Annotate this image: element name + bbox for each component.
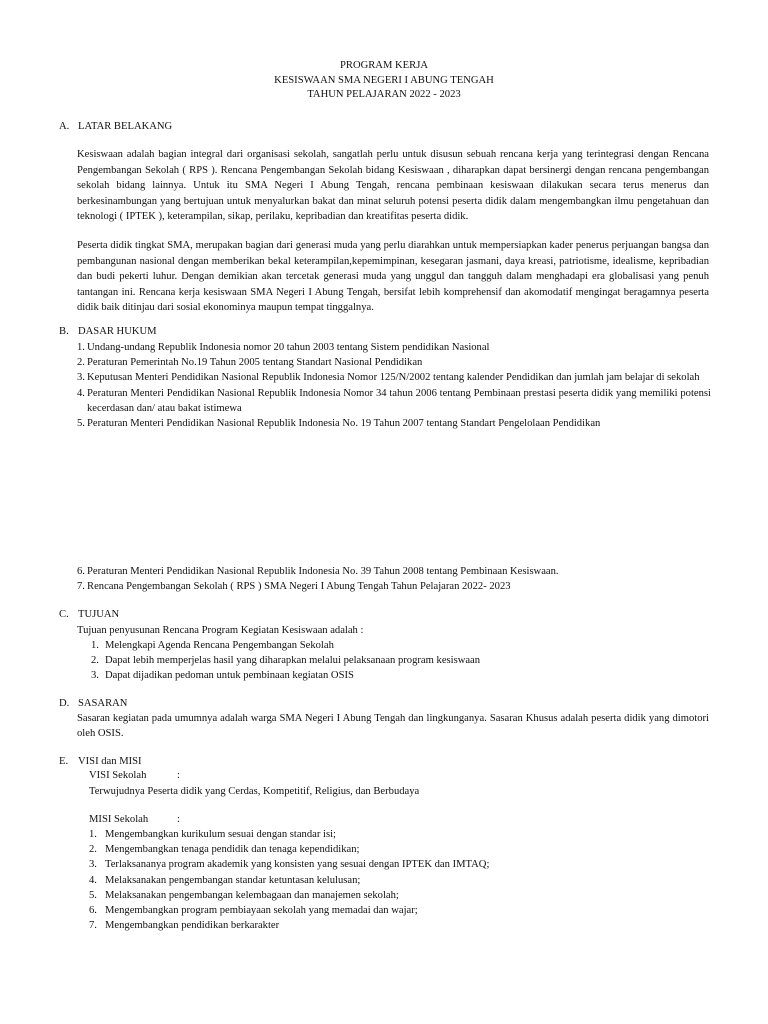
misi-list: [89, 827, 709, 933]
list-item: 7. Rencana Pengembangan Sekolah ( RPS ) SMA Negeri I Abung Tengah Tahun Pelajaran 2022- 2023: [77, 581, 511, 593]
section-d-letter: D.: [59, 698, 70, 709]
section-e-letter: E.: [59, 756, 69, 767]
list-item: 1. Undang-undang Republik Indonesia nomor 20 tahun 2003 tentang Sistem pendidikan Nasional: [77, 342, 490, 353]
section-c-intro: Tujuan penyusunan Rencana Program Kegiatan Kesiswaan adalah :: [77, 625, 364, 636]
list-item: 3. Keputusan Menteri Pendidikan Nasional Republik Indonesia Nomor 125/N/2002 tentang kalender Pendidikan dan jumlah jam belajar di sekolah: [77, 372, 700, 384]
misi-colon: :: [177, 814, 180, 825]
misi-label: MISI Sekolah: [89, 814, 149, 825]
section-a-paragraph-2: Peserta didik tingkat SMA, merupakan bagian dari generasi muda yang perlu diarahkan untuk mempersiapkan kader penerus perjuangan bangsa dan pembangunan nasional dengan memberikan bekal keterampilan,kepemimpinan, kesegaran jasmani, daya kreasi, patriotisme, idealisme, kepribadian dan budi pekerti luhur. Dengan demikian akan tercetak generasi muda yang unggul dan tangguh dalam menghadapi era globalisasi yang penuh tantangan ini. Rencana kerja kesiswaan SMA Negeri I Abung Tengah, bersifat lebih komprehensif dan akomodatif mengingat beragamnya peserta didik baik ditinjau dari sosial ekonominya maupun tempat tinggalnya.: [77, 240, 709, 314]
section-e-title: VISI dan MISI: [78, 756, 142, 767]
list-item: 2. Peraturan Pemerintah No.19 Tahun 2005 tentang Standart Nasional Pendidikan: [77, 357, 423, 369]
section-d-heading: [59, 697, 127, 711]
misi-label-row: [89, 813, 180, 827]
section-a-paragraph-1: Kesiswaan adalah bagian integral dari organisasi sekolah, sangatlah perlu untuk disusun sebuah rencana kerja yang terintegrasi dengan Rencana Pengembangan Sekolah ( RPS ). Rencana Pengembangan Sekolah bidang Kesiswaan , diharapkan dapat bersinergi dengan rencana pengembangan sekolah bidang lainnya. Untuk itu SMA Negeri I Abung Tengah, rencana pembinaan kesiswaan dilakukan secara terus menerus dan berkesinambungan yang bertujuan untuk menyalurkan bakat dan minat seluruh potensi peserta didik dalam mengembangkan ilmu pengetahuan dan teknologi ( IPTEK ), keterampilan, sikap, perilaku, kepribadian dan kreatifitas peserta didik.: [77, 149, 709, 223]
section-a-title: LATAR BELAKANG: [78, 121, 173, 132]
section-c-letter: C.: [59, 609, 69, 620]
list-item: 2. Dapat lebih memperjelas hasil yang diharapkan melalui pelaksanaan program kesiswaan: [91, 655, 481, 666]
section-c-heading: [59, 608, 119, 622]
list-item: 5. Peraturan Menteri Pendidikan Nasional Republik Indonesia No. 19 Tahun 2007 tentang Standart Pengelolaan Pendidikan: [77, 418, 601, 430]
section-c-list: [91, 638, 711, 683]
section-e-heading: [59, 755, 142, 769]
section-b-list-page-1: [77, 340, 711, 431]
visi-label: VISI Sekolah: [89, 770, 147, 781]
title-line-1: PROGRAM KERJA: [339, 60, 428, 71]
list-item: 2. Mengembangkan tenaga pendidik dan tenaga kependidikan;: [89, 844, 360, 856]
list-item: 3. Dapat dijadikan pedoman untuk pembinaan kegiatan OSIS: [91, 670, 354, 681]
section-b-letter: B.: [59, 326, 69, 337]
visi-text: Terwujudnya Peserta didik yang Cerdas, Kompetitif, Religius, dan Berbudaya: [89, 786, 420, 797]
list-item: 3. Terlaksananya program akademik yang konsisten yang sesuai dengan IPTEK dan IMTAQ;: [89, 859, 490, 871]
list-item: 7. Mengembangkan pendidikan berkarakter: [89, 920, 280, 932]
list-item: 6. Peraturan Menteri Pendidikan Nasional Republik Indonesia No. 39 Tahun 2008 tentang Pembinaan Kesiswaan.: [77, 566, 559, 577]
list-item: 1. Melengkapi Agenda Rencana Pengembangan Sekolah: [91, 640, 334, 651]
section-b-title: DASAR HUKUM: [78, 326, 157, 337]
section-d-text: Sasaran kegiatan pada umumnya adalah warga SMA Negeri I Abung Tengah dan lingkunganya. Sasaran Khusus adalah peserta didik yang dimotori oleh OSIS.: [77, 713, 709, 739]
document-title: [0, 59, 768, 103]
section-a-heading: [59, 120, 172, 134]
section-b-heading: [59, 325, 157, 339]
section-d-title: SASARAN: [78, 698, 128, 709]
title-line-2: KESISWAAN SMA NEGERI I ABUNG TENGAH: [274, 74, 494, 86]
visi-colon: :: [177, 770, 180, 781]
section-c-title: TUJUAN: [78, 609, 120, 620]
section-b-list-page-2: [77, 564, 711, 594]
list-item: 5. Melaksanakan pengembangan kelembagaan dan manajemen sekolah;: [89, 889, 399, 901]
list-item: 1. Mengembangkan kurikulum sesuai dengan standar isi;: [89, 829, 336, 840]
list-item: 6. Mengembangkan program pembiayaan sekolah yang memadai dan wajar;: [89, 905, 418, 917]
list-item: 4. Peraturan Menteri Pendidikan Nasional Republik Indonesia Nomor 34 tahun 2006 tentang Pembinaan prestasi peserta didik yang memiliki potensi kecerdasan dan/ atau bakat istimewa: [77, 387, 711, 414]
visi-label-row: [89, 769, 180, 783]
section-a-letter: A.: [59, 121, 70, 132]
title-line-3: TAHUN PELAJARAN 2022 - 2023: [307, 89, 461, 100]
list-item: 4. Melaksanakan pengembangan standar ketuntasan kelulusan;: [89, 874, 361, 886]
